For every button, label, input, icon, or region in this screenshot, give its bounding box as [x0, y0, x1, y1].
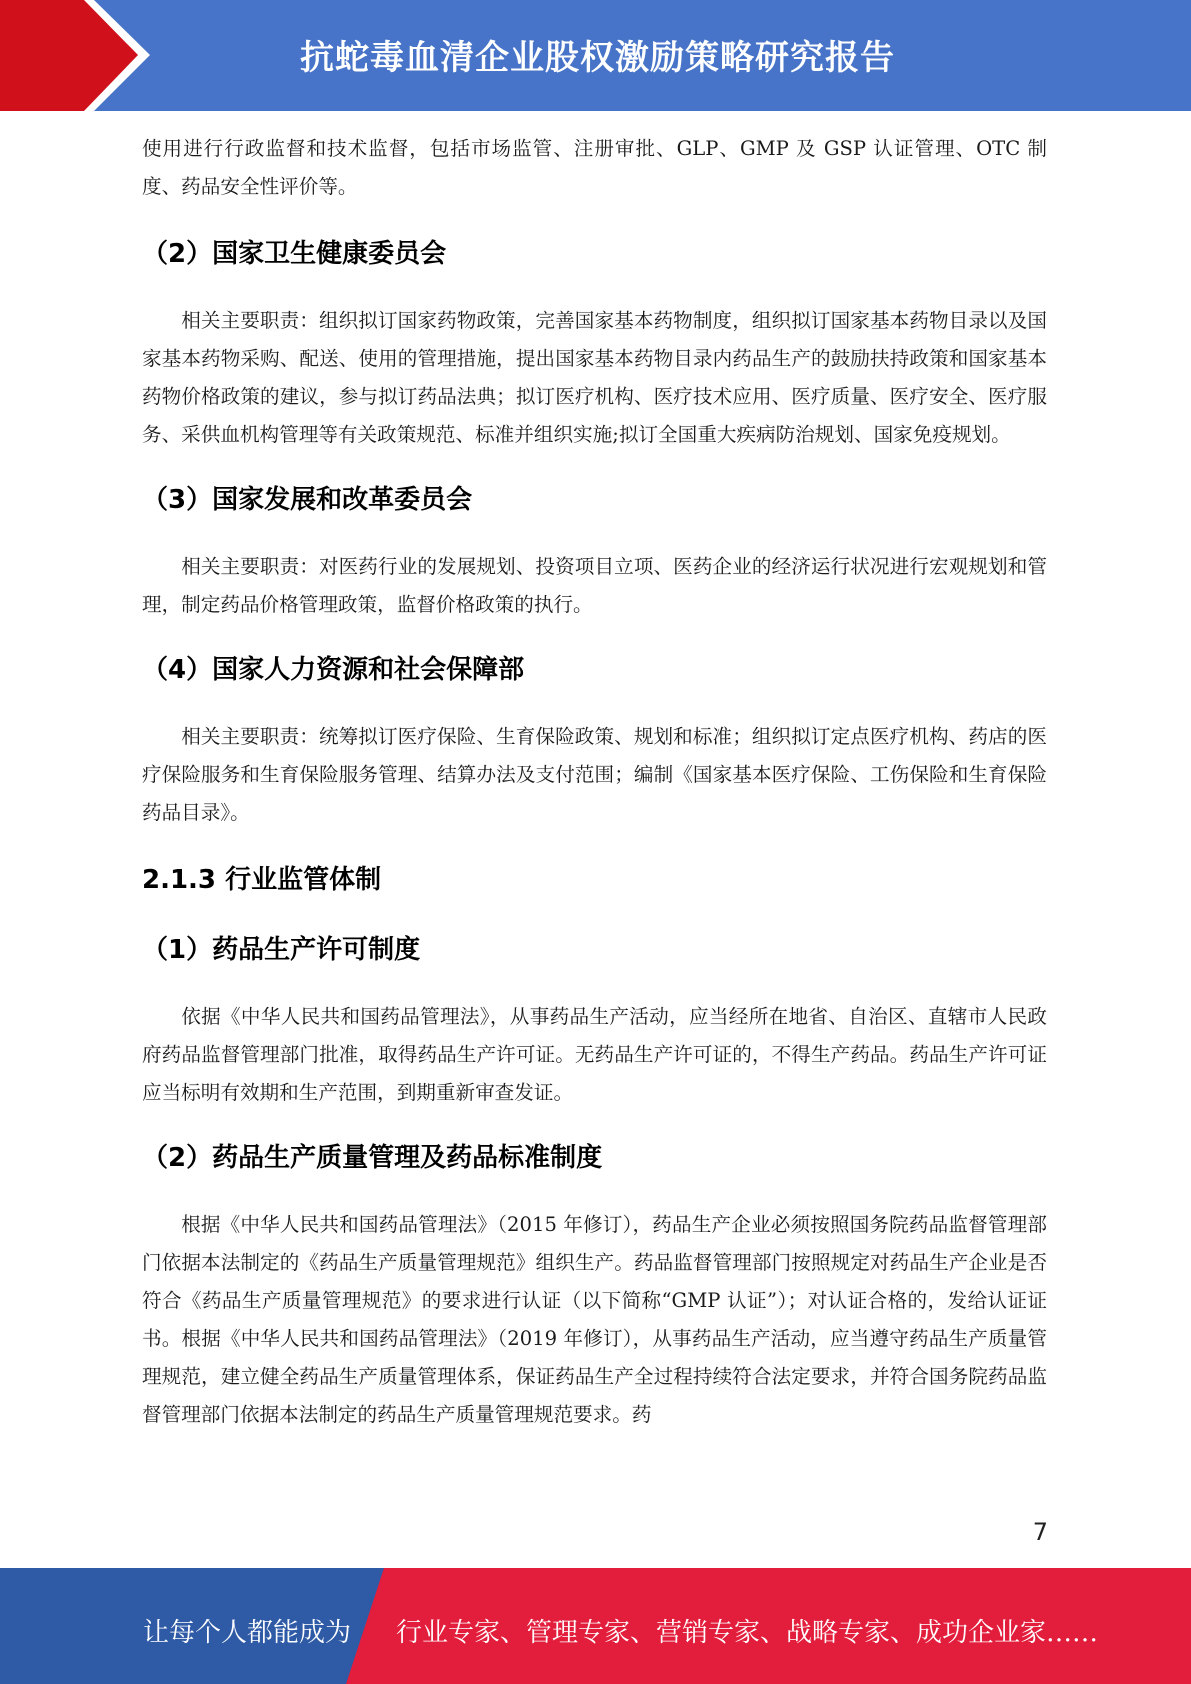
- section-heading: 2.1.3 行业监管体制: [142, 865, 382, 895]
- footer-slogan-right: 行业专家、管理专家、营销专家、战略专家、成功企业家……: [396, 1618, 1099, 1648]
- heading-quality-management: （2）药品生产质量管理及药品标准制度: [142, 1143, 603, 1173]
- paragraph-hr-ministry: 相关主要职责：统筹拟订医疗保险、生育保险政策、规划和标准；组织拟订定点医疗机构、药店的医疗保险服务和生育保险服务管理、结算办法及支付范围；编制《国家基本医疗保险、工伤保险和生育保险药品目录》。: [142, 725, 1047, 824]
- paragraph-quality-management: 根据《中华人民共和国药品管理法》（2015 年修订），药品生产企业必须按照国务院药品监督管理部门依据本法制定的《药品生产质量管理规范》组织生产。药品监督管理部门按照规定对药品生产企业是否符合《药品生产质量管理规范》的要求进行认证（以下简称“GMP 认证”）；对认证合格的，发给认证证书。根据《中华人民共和国药品管理法》（2019 年修订），从事药品生产活动，应当遵守药品生产质量管理规范，建立健全药品生产质量管理体系，保证药品生产全过程持续符合法定要求，并符合国务院药品监督管理部门依据本法制定的药品生产质量管理规范要求。药: [142, 1213, 1047, 1426]
- header-red-arrow: [0, 0, 150, 111]
- paragraph-intro: 使用进行行政监督和技术监督，包括市场监管、注册审批、GLP、GMP 及 GSP 认证管理、OTC 制度、药品安全性评价等。: [142, 137, 1047, 198]
- page-content: [142, 130, 1047, 1434]
- header-banner: [0, 0, 1191, 111]
- heading-ndrc: （3）国家发展和改革委员会: [142, 485, 473, 515]
- paragraph-health-commission: 相关主要职责：组织拟订国家药物政策，完善国家基本药物制度，组织拟订国家基本药物目录以及国家基本药物采购、配送、使用的管理措施，提出国家基本药物目录内药品生产的鼓励扶持政策和国家基本药物价格政策的建议，参与拟订药品法典；拟订医疗机构、医疗技术应用、医疗质量、医疗安全、医疗服务、采供血机构管理等有关政策规范、标准并组织实施;拟订全国重大疾病防治规划、国家免疫规划。: [142, 309, 1047, 446]
- paragraph-ndrc: 相关主要职责：对医药行业的发展规划、投资项目立项、医药企业的经济运行状况进行宏观规划和管理，制定药品价格管理政策，监督价格政策的执行。: [142, 555, 1047, 616]
- heading-production-license: （1）药品生产许可制度: [142, 935, 421, 965]
- heading-health-commission: （2）国家卫生健康委员会: [142, 239, 447, 269]
- paragraph-production-license: 依据《中华人民共和国药品管理法》，从事药品生产活动，应当经所在地省、自治区、直辖市人民政府药品监督管理部门批准，取得药品生产许可证。无药品生产许可证的，不得生产药品。药品生产许可证应当标明有效期和生产范围，到期重新审查发证。: [142, 1005, 1047, 1104]
- page-number: 7: [1032, 1518, 1048, 1546]
- heading-hr-ministry: （4）国家人力资源和社会保障部: [142, 655, 525, 685]
- document-title: 抗蛇毒血清企业股权激励策略研究报告: [300, 38, 895, 78]
- footer-banner: [0, 1568, 1191, 1684]
- footer-slogan-left: 让每个人都能成为: [143, 1618, 352, 1648]
